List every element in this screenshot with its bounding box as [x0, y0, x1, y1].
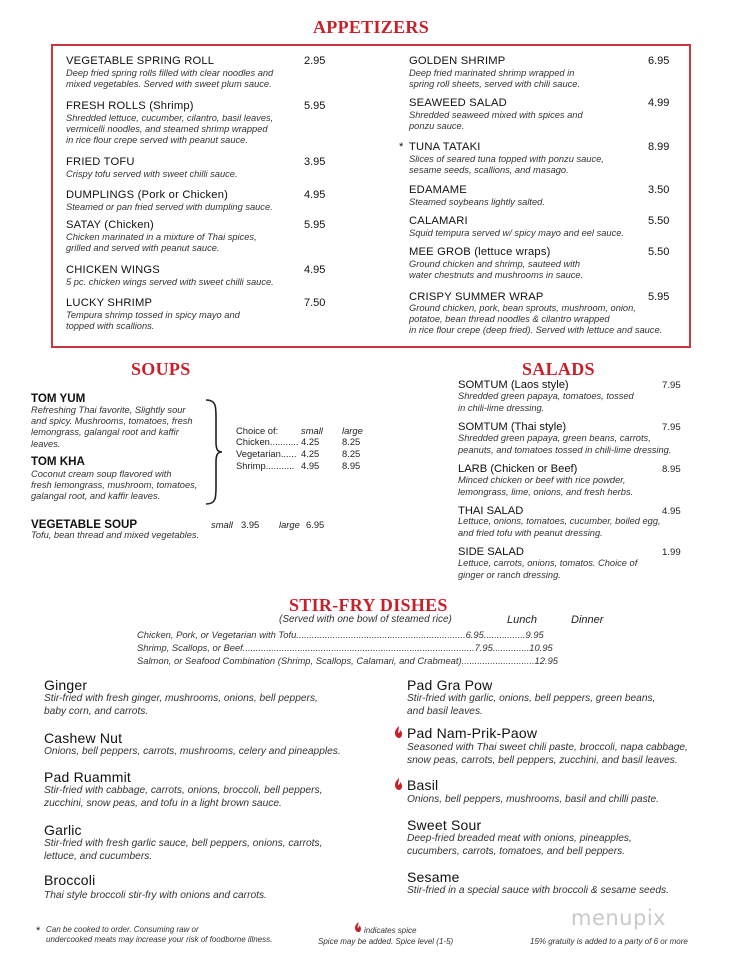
soup-desc: Coconut cream soup flavored with fresh lemongrass, mushroom, tomatoes, galangal root, and kaffir leaves. — [31, 469, 198, 502]
salad-desc: Lettuce, onions, tomatoes, cucumber, boiled egg, and fried tofu with peanut dressing. — [458, 516, 661, 538]
menu-item-price: 5.95 — [304, 100, 326, 112]
menu-item-name: LUCKY SHRIMP — [66, 297, 153, 309]
menu-item-name: SEAWEED SALAD — [409, 97, 507, 109]
menu-item-desc: Steamed or pan fried served with dumpling sauce. — [66, 202, 273, 212]
menu-item-name: GOLDEN SHRIMP — [409, 55, 506, 67]
lunch-header: Lunch — [507, 614, 537, 626]
menu-item-desc: Ground chicken and shrimp, sauteed with water chestnuts and mushrooms in sauce. — [409, 259, 584, 281]
menu-item-price: 3.50 — [648, 184, 670, 196]
menu-item-desc: Slices of seared tuna topped with ponzu sauce, sesame seeds, scallions, and masago. — [409, 154, 604, 176]
menu-item-price: 8.99 — [648, 141, 670, 153]
menu-item-name: CRISPY SUMMER WRAP — [409, 291, 544, 303]
dish-desc: Stir-fried with fresh ginger, mushrooms, onions, bell peppers, baby corn, and carrots. — [44, 693, 318, 717]
dish-desc: Onions, bell peppers, mushrooms, basil and chilli paste. — [407, 794, 659, 805]
menu-item-price: 3.95 — [304, 156, 326, 168]
stirfry-subtitle: (Served with one bowl of steamed rice) — [279, 614, 452, 625]
menu-item-desc: Ground chicken, pork, bean sprouts, mushroom, onion, potatoe, bean thread noodles & cilantro wrapped in rice flour crepe (deep fried). Served with lettuce and sauce. — [409, 303, 663, 336]
salad-name: THAI SALAD — [458, 505, 524, 517]
dish-desc: Stir-fried with fresh garlic sauce, bell peppers, onions, carrots, lettuce, and cucumbers. — [44, 838, 323, 862]
menu-item-name: FRIED TOFU — [66, 156, 135, 168]
soup-desc: Refreshing Thai favorite, Slightly sour and spicy. Mushrooms, tomatoes, fresh lemongrass, galangal root and kaffir leaves. — [31, 405, 193, 449]
menu-item-price: 5.50 — [648, 215, 670, 227]
salad-desc: Shredded green papaya, green beans, carrots, peanuts, and tomatoes tossed in chili-lime dressing. — [458, 433, 672, 455]
dish-desc: Onions, bell peppers, carrots, mushrooms, celery and pineapples. — [44, 746, 341, 757]
choice-row-name: Shrimp........... — [236, 460, 295, 471]
choice-large-header: large — [342, 425, 363, 436]
veg-large-price: 6.95 — [306, 519, 325, 530]
salad-price: 4.95 — [662, 506, 681, 517]
menu-item-price: 4.99 — [648, 97, 670, 109]
chili-icon — [394, 778, 403, 791]
salad-price: 1.99 — [662, 547, 681, 558]
choice-row-large: 8.95 — [342, 460, 361, 471]
stirfry-price-line: Salmon, or Seafood Combination (Shrimp, Scallops, Calamari, and Crabmeat)............................12.95 — [137, 655, 559, 666]
salad-name: LARB (Chicken or Beef) — [458, 463, 578, 475]
dish-name: Garlic — [44, 822, 82, 838]
choice-row-large: 8.25 — [342, 448, 361, 459]
salad-name: SOMTUM (Thai style) — [458, 421, 567, 433]
salad-price: 7.95 — [662, 380, 681, 391]
veg-large-label: large — [279, 519, 300, 530]
dish-name: Broccoli — [44, 872, 96, 888]
choice-row-small: 4.25 — [301, 448, 320, 459]
choice-label: Choice of: — [236, 425, 279, 436]
dish-desc: Deep-fried breaded meat with onions, pineapples, cucumbers, carrots, tomatoes, and bell peppers. — [407, 833, 632, 857]
choice-small-header: small — [301, 425, 323, 436]
stirfry-price-line: Chicken, Pork, or Vegetarian with Tofu.................................................................6.95................9.95 — [137, 629, 544, 640]
salads-title: SALADS — [522, 359, 595, 379]
menu-item-name: TUNA TATAKI — [409, 141, 481, 153]
footer-note: Can be cooked to order. Consuming raw or undercooked meats may increase your risk of foodborne illness. — [46, 925, 273, 944]
menu-item-name: FRESH ROLLS (Shrimp) — [66, 100, 194, 112]
chili-icon — [354, 922, 362, 933]
stirfry-title: STIR-FRY DISHES — [289, 595, 448, 615]
menu-item-price: 4.95 — [304, 189, 326, 201]
soup-name: TOM YUM — [31, 392, 86, 405]
dinner-header: Dinner — [571, 614, 604, 626]
dish-name: Sesame — [407, 869, 460, 885]
footer-star: * — [36, 925, 41, 937]
veg-small-label: small — [211, 519, 233, 530]
menu-item-price: 6.95 — [648, 55, 670, 67]
menu-item-desc: 5 pc. chicken wings served with sweet chilli sauce. — [66, 277, 274, 287]
dish-name: Pad Ruammit — [44, 769, 132, 785]
soup-name: VEGETABLE SOUP — [31, 518, 138, 531]
menu-item-desc: Crispy tofu served with sweet chilli sauce. — [66, 169, 238, 179]
dish-desc: Stir-fried with cabbage, carrots, onions, broccoli, bell peppers, zucchini, snow peas, and tofu in a light brown sauce. — [44, 785, 323, 809]
dish-desc: Seasoned with Thai sweet chili paste, broccoli, napa cabbage, snow peas, carrots, bell peppers, zucchini, and basil leaves. — [407, 742, 688, 766]
menu-item-price: 5.95 — [304, 219, 326, 231]
salad-price: 7.95 — [662, 422, 681, 433]
dish-desc: Stir-fried in a special sauce with broccoli & sesame seeds. — [407, 885, 669, 896]
salad-desc: Shredded green papaya, tomatoes, tossed in chili-lime dressing. — [458, 391, 634, 413]
dish-desc: Thai style broccoli stir-fry with onions and carrots. — [44, 890, 267, 901]
dish-name: Sweet Sour — [407, 817, 482, 833]
salad-name: SOMTUM (Laos style) — [458, 379, 569, 391]
menu-item-desc: Tempura shrimp tossed in spicy mayo and topped with scallions. — [66, 310, 240, 332]
menu-item-desc: Steamed soybeans lightly salted. — [409, 197, 545, 207]
salad-desc: Minced chicken or beef with rice powder, lemongrass, lime, onions, and fresh herbs. — [458, 475, 634, 497]
menu-item-price: 5.95 — [648, 291, 670, 303]
star-mark: * — [399, 141, 404, 153]
spice-indicates: indicates spice — [364, 926, 417, 935]
menu-item-desc: Deep fried marinated shrimp wrapped in spring roll sheets, served with chili sauce. — [409, 68, 581, 90]
choice-row-small: 4.25 — [301, 436, 320, 447]
stirfry-price-line: Shrimp, Scallops, or Beef.........................................................................................7.95..............10.95 — [137, 642, 553, 653]
salad-price: 8.95 — [662, 464, 681, 475]
gratuity-note: 15% gratuity is added to a party of 6 or more — [530, 937, 688, 946]
menu-item-price: 7.50 — [304, 297, 326, 309]
menu-item-desc: Shredded seaweed mixed with spices and ponzu sauce. — [409, 110, 583, 132]
chili-icon — [394, 726, 403, 739]
menu-item-name: SATAY (Chicken) — [66, 219, 154, 231]
menu-item-name: CALAMARI — [409, 215, 468, 227]
choice-row-large: 8.25 — [342, 436, 361, 447]
choice-row-small: 4.95 — [301, 460, 320, 471]
spice-note: Spice may be added. Spice level (1-5) — [318, 937, 454, 946]
menu-item-name: CHICKEN WINGS — [66, 264, 160, 276]
salad-name: SIDE SALAD — [458, 546, 524, 558]
dish-name: Pad Nam-Prik-Paow — [407, 725, 538, 741]
soup-desc: Tofu, bean thread and mixed vegetables. — [31, 530, 200, 540]
dish-desc: Stir-fried with garlic, onions, bell peppers, green beans, and basil leaves. — [407, 693, 656, 717]
veg-small-price: 3.95 — [241, 519, 260, 530]
choice-row-name: Vegetarian...... — [236, 448, 297, 459]
menu-item-desc: Shredded lettuce, cucumber, cilantro, basil leaves, vermicelli noodles, and steamed shrimp wrapped in rice flour crepe served with peanut sauce. — [66, 113, 274, 146]
watermark-logo: menupix — [571, 906, 667, 930]
curly-brace-icon — [204, 398, 224, 506]
soups-title: SOUPS — [131, 359, 191, 379]
menu-item-name: VEGETABLE SPRING ROLL — [66, 55, 215, 67]
dish-name: Basil — [407, 777, 439, 793]
menu-item-price: 5.50 — [648, 246, 670, 258]
menu-item-desc: Chicken marinated in a mixture of Thai spices, grilled and served with peanut sauce. — [66, 232, 257, 254]
menu-item-price: 2.95 — [304, 55, 326, 67]
menu-item-name: MEE GROB (lettuce wraps) — [409, 246, 551, 258]
menu-item-name: EDAMAME — [409, 184, 467, 196]
choice-row-name: Chicken........... — [236, 436, 299, 447]
menu-item-desc: Deep fried spring rolls filled with clear noodles and mixed vegetables. Served with sweet plum sauce. — [66, 68, 274, 90]
dish-name: Ginger — [44, 677, 88, 693]
menu-item-price: 4.95 — [304, 264, 326, 276]
salad-desc: Lettuce, carrots, onions, tomatos. Choice of ginger or ranch dressing. — [458, 558, 638, 580]
dish-name: Cashew Nut — [44, 730, 123, 746]
menu-item-desc: Squid tempura served w/ spicy mayo and eel sauce. — [409, 228, 624, 238]
appetizers-title: APPETIZERS — [312, 17, 430, 37]
menu-item-name: DUMPLINGS (Pork or Chicken) — [66, 189, 229, 201]
soup-name: TOM KHA — [31, 455, 85, 468]
dish-name: Pad Gra Pow — [407, 677, 493, 693]
